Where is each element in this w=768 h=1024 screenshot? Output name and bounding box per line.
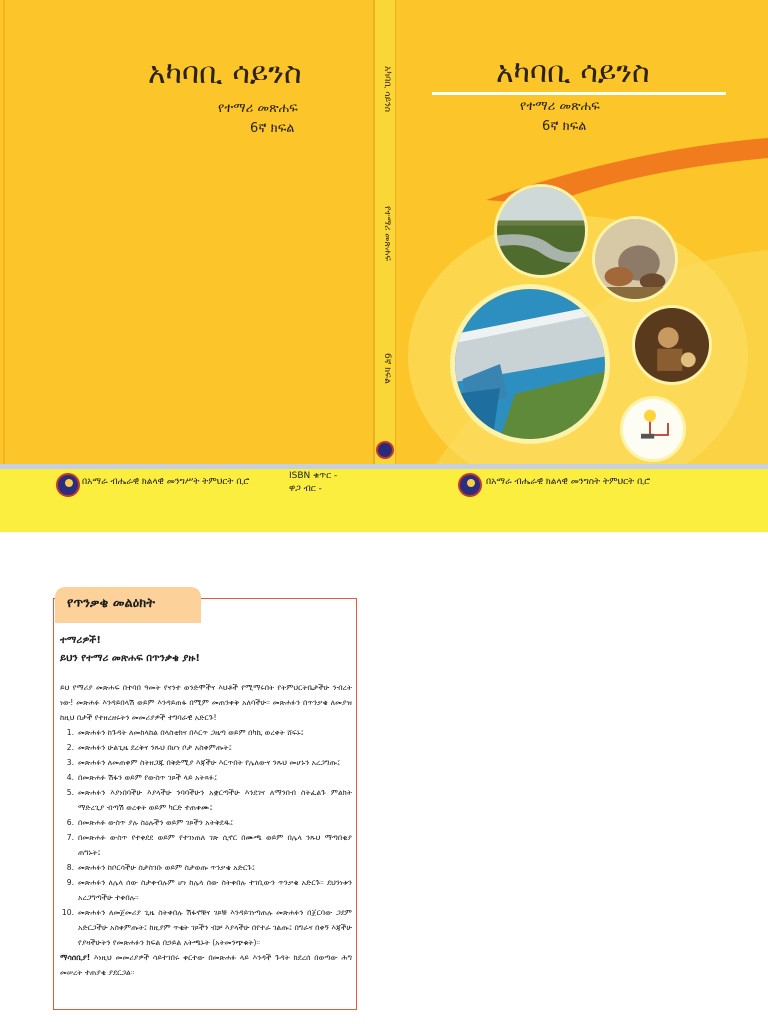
rule-number: 3. [66, 758, 74, 767]
list-item [60, 740, 352, 755]
bottom-band [0, 464, 768, 532]
title-underline [432, 92, 726, 95]
rule-text: በመጽሐፉ ውስጥ ያሉ ስዕሉችን ወይም ገጾችን አትቅደዱ፤ [78, 818, 234, 827]
front-cover-subtitle: የተማሪ መጽሐፍ [520, 99, 600, 114]
band-divider [0, 464, 768, 469]
animals-photo [592, 216, 678, 302]
rule-text: መጽሐፉን ለሌላ ሰው ስታቀብሉም ሆነ ከሌላ ሰው ስትቀበሉ ተገቢውን ጥንቃቄ አድርጉ። ደህንነቱን አረጋግጣችሁ ተቀበሉ። [78, 878, 352, 902]
lab-photo [632, 305, 712, 385]
reminder-text: እነዚህ መመሪያዎች ሳይተገበሩ ቀርተው በመጽሐፉ ላይ እንዳች ጉዳት ከደረሰ በወጣው ሕግ መሠረት ተጠያቂ ያደርጋል። [60, 953, 352, 977]
rule-text: መጽሐፉን ሁልጊዜ ደረቅና ንጹህ በሆነ ቦታ አስቀምጡት፤ [78, 743, 232, 752]
rule-number: 4. [66, 773, 74, 782]
front-cover-grade: 6ኛ ክፍል [542, 119, 587, 134]
list-item [60, 875, 352, 905]
list-item [60, 785, 352, 815]
rule-text: መጽሐፉን ከጉዳት ለመከላከል በላስቲክና በእርጥ ጋዜጣ ወይም በካኪ ወረቀት ሸፍኑ፤ [78, 728, 304, 737]
spine-logo [376, 441, 394, 459]
back-cover-title: አካባቢ ሳይንስ [148, 56, 302, 91]
front-cover-title: አካባቢ ሳይንስ [496, 55, 650, 90]
spine-grade: 6ኛ ክፍል [382, 353, 392, 384]
price-label: ዋጋ ብር - [289, 484, 322, 494]
rule-text: መጽሐፉን ከቦርሳችሁ ስታስገቡ ወይም ስታወጡ ጥንቃቄ አድርጉ፤ [78, 863, 256, 872]
list-item [60, 830, 352, 860]
rule-number: 6. [66, 818, 74, 827]
notice-title: የጥንቃቄ መልዕክት [67, 596, 156, 611]
rule-text: በመጽሐፉ ሽፋን ወይም የውስጥ ገጾች ላይ አትጻፉ፤ [78, 773, 218, 782]
front-cover [396, 0, 768, 464]
rules-list [60, 725, 352, 950]
bureau-logo-front [458, 473, 482, 497]
list-item [60, 815, 352, 830]
rule-number: 10. [61, 908, 74, 917]
notice-body [60, 632, 352, 980]
rule-text: በመጽሐፉ ውስጥ የተቀደደ ወይም የተገነጠለ ገጽ ሲኖር በሙጫ ወይም በሌላ ንጹህ ማጣበቂያ ጠግኑት፤ [78, 833, 352, 857]
notice-intro: ይህ የማሪያ መጽሐፍ በተባበ ዓመት የናንተ ወንድሞችና እህቶች የሚማሩበት የትምህርትቤታችሁ ንብረት ነው! መጽሐፉ እንዳይበላሽ ወይም እንዳይጠፋ በሚም መጠንቀቅ አለባችሁ። መጽሐፉን በጥንቃቄ ለመያዝ ከዚህ በታች የተዘረዘሩትን መመሪያዎች ተግባራዊ አድርጉ! [60, 683, 352, 722]
notice-heading: ይህን የተማሪ መጽሐፍ በጥንቃቄ ያዙ! [60, 653, 200, 664]
notice-reminder [60, 950, 352, 980]
rule-number: 2. [66, 743, 74, 752]
rule-text: መጽሐፉን ለመጠቀም ስትዘጋጁ በቅድሚያ እጃችሁ እርጥበት የሌለውና ንጹህ መሆኑን አረጋግጡ፤ [78, 758, 341, 767]
dam-photo [450, 284, 610, 444]
list-item [60, 755, 352, 770]
isbn-label: ISBN ቁጥር - [289, 471, 338, 481]
rule-number: 8. [66, 863, 74, 872]
rule-text: መጽሐፉን ለመጀመሪያ ጊዜ ስትቀበሉ ሽፋኖቹና ገጾቹ እንዳይገነጣጠሉ መጽሐፉን በጀርባው ጋደም አድርጋችሁ አስቀምጡት፤ ከዚያም ጥቂት ገጾችን ብቻ እያላችሁ በየተራ ገልጡ፤ በግራና በቀኝ እጃችሁ የያዛችሁትን የመጽሐፉን ክፍል በኃይል አትጫኑት (አትመንጭቁት)። [78, 908, 352, 947]
back-cover-edge [3, 0, 5, 464]
rule-text: መጽሐፉን እያነበባችሁ እያላችሁ ንባባችሁን አቋርጣችሁ እንደገና ለማንበብ ስትፈልጉ ምልክት ማድረጊያ ብጣሽ ወረቀት ወይም ካርድ ተጠቀሙ፤ [78, 788, 352, 812]
spine-title: አካባቢ ሳይንስ [382, 66, 392, 113]
back-cover-subtitle: የተማሪ መጽሐፍ [218, 101, 298, 116]
reminder-label: ማሳሰቢያ! [60, 953, 91, 962]
bureau-name-back: በአማራ ብሔራዊ ክልላዊ መንግሥት ትምህርት ቢሮ [82, 477, 250, 487]
rule-number: 7. [66, 833, 74, 842]
rule-number: 5. [66, 788, 74, 797]
rule-number: 9. [66, 878, 74, 887]
list-item [60, 725, 352, 740]
bureau-logo-back [56, 473, 80, 497]
rule-number: 1. [66, 728, 74, 737]
list-item [60, 860, 352, 875]
bureau-name-front: በአማራ ብሔራዊ ክልላዊ መንግስት ትምህርት ቢሮ [486, 477, 651, 487]
spine-subtitle: የተማሪ መጽሐፍ [382, 206, 392, 262]
list-item [60, 905, 352, 950]
back-cover-grade: 6ኛ ክፍል [250, 121, 295, 136]
notice-greeting: ተማሪዎች! [60, 635, 101, 646]
river-photo [494, 184, 588, 278]
circuit-photo [620, 396, 686, 462]
list-item [60, 770, 352, 785]
